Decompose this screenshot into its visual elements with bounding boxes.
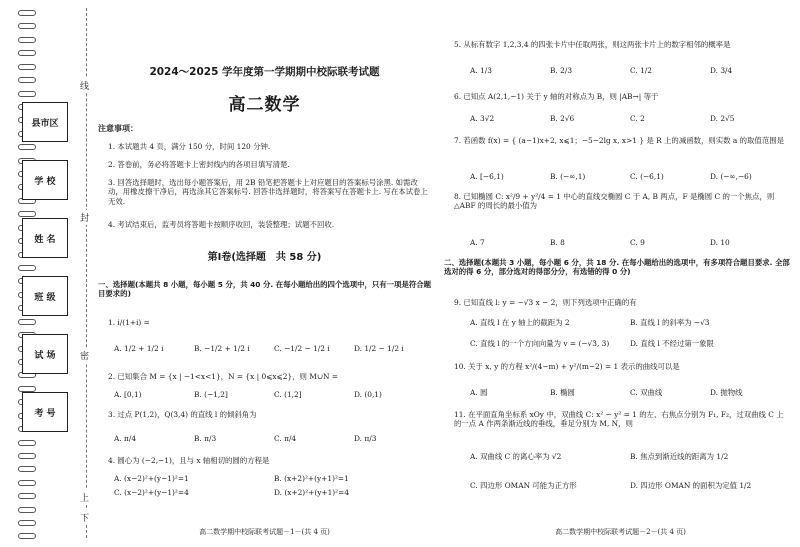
option-b[interactable]: B. −1/2 + 1/2 i (194, 344, 250, 353)
question-2: 2. 已知集合 M = {x | −1<x<1}，N = {x | 0⩽x⩽2}，则 M∪N = (108, 372, 339, 381)
page-footer-right: 高二数学期中校际联考试题－2－(共 4 页) (555, 528, 686, 536)
option-c[interactable]: C. 2 (630, 114, 645, 123)
cut-word: 密 (80, 348, 89, 363)
cut-word: 下 (80, 510, 89, 525)
option-d[interactable]: D. 1/2 − 1/2 i (354, 344, 404, 353)
option-a[interactable]: A. (x−2)²+(y−1)²=1 (114, 474, 189, 483)
info-box-exam-room[interactable]: 试 场 (22, 334, 68, 374)
option-a[interactable]: A. [0,1) (114, 390, 142, 399)
option-d[interactable]: D. 直线 l 不经过第一象限 (630, 339, 714, 349)
option-d[interactable]: D. (0,1) (354, 390, 382, 399)
info-box-county[interactable]: 县市区 (22, 102, 68, 142)
option-d[interactable]: D. (−∞,−6) (710, 172, 752, 181)
info-box-exam-number[interactable]: 考 号 (22, 392, 68, 432)
option-a[interactable]: A. 1/3 (470, 66, 492, 75)
question-9: 9. 已知直线 l: y = −√3 x − 2，则下列选项中正确的有 (454, 298, 637, 307)
question-5-options (470, 66, 790, 75)
question-1: 1. i/(1+i) = (108, 318, 150, 327)
question-11-options (470, 452, 790, 491)
option-d[interactable]: D. 10 (710, 238, 730, 247)
option-d[interactable]: D. 抛物线 (710, 388, 743, 397)
question-4-options (114, 474, 434, 498)
option-c[interactable]: C. 四边形 OMAN 可能为正方形 (470, 481, 577, 491)
section-one-heading: 一、选择题(本题共 8 小题，每小题 5 分，共 40 分. 在每小题给出的四个选项中，只有一项是符合题目要求的) (98, 280, 432, 299)
option-b[interactable]: B. 椭圆 (550, 388, 575, 397)
question-10: 10. 关于 x, y 的方程 x²/(4−m) + y²/(m−2) = 1 表示的曲线可以是 (454, 362, 680, 371)
option-b[interactable]: B. 直线 l 的斜率为 −√3 (630, 318, 710, 327)
question-9-options (470, 318, 790, 349)
info-box-class[interactable]: 班 级 (22, 276, 68, 316)
cut-word: 线 (80, 78, 89, 93)
option-a[interactable]: A. 直线 l 在 y 轴上的截距为 2 (470, 318, 570, 327)
question-6-options (470, 114, 790, 123)
option-a[interactable]: A. [−6,1) (470, 172, 504, 181)
option-d[interactable]: D. π/3 (354, 434, 377, 443)
question-3: 3. 过点 P(1,2)，Q(3,4) 的直线 l 的倾斜角为 (108, 410, 257, 419)
volume-title: 第Ⅰ卷(选择题 共 58 分) (207, 252, 322, 263)
info-box-name[interactable]: 姓 名 (22, 218, 68, 258)
option-d[interactable]: D. (x+2)²+(y+1)²=4 (274, 488, 350, 498)
option-b[interactable]: B. 2√6 (550, 114, 575, 123)
question-10-options (470, 388, 790, 397)
option-b[interactable]: B. 2/3 (550, 66, 573, 75)
question-7: 7. 若函数 f(x) = { (a−1)x+2, x⩽1；−5−2lg x, x>1 } 是 R 上的减函数，则实数 a 的取值范围是 (454, 136, 785, 145)
option-c[interactable]: C. (−6,1) (630, 172, 664, 181)
option-a[interactable]: A. 1/2 + 1/2 i (114, 344, 164, 353)
option-b[interactable]: B. 焦点到渐近线的距离为 1/2 (630, 452, 729, 461)
exam-title: 2024～2025 学年度第一学期期中校际联考试题 (149, 66, 380, 78)
right-column (444, 0, 793, 547)
info-box-school[interactable]: 学 校 (22, 160, 68, 200)
option-a[interactable]: A. 圆 (470, 388, 488, 397)
notice-heading: 注意事项： (98, 124, 138, 133)
option-c[interactable]: C. (x−2)²+(y−1)²=4 (114, 488, 189, 498)
question-4: 4. 圆心为 (−2,−1)，且与 x 轴相切的圆的方程是 (108, 456, 270, 465)
question-1-options (114, 344, 434, 353)
option-c[interactable]: C. 直线 l 的一个方向向量为 v = (−√3, 3) (470, 339, 610, 349)
option-b[interactable]: B. π/3 (194, 434, 217, 443)
binding-holes (18, 10, 38, 540)
question-3-options (114, 434, 434, 443)
option-c[interactable]: C. 双曲线 (630, 388, 663, 397)
option-a[interactable]: A. π/4 (114, 434, 137, 443)
option-c[interactable]: C. π/4 (274, 434, 297, 443)
option-c[interactable]: C. 9 (630, 238, 645, 247)
option-c[interactable]: C. (1,2] (274, 390, 302, 399)
option-d[interactable]: D. 3/4 (710, 66, 733, 75)
option-a[interactable]: A. 3√2 (470, 114, 495, 123)
question-2-options (114, 390, 434, 399)
question-7-options (470, 172, 790, 181)
question-8-options (470, 238, 790, 247)
left-column (92, 0, 437, 547)
section-two-heading: 二、选择题(本题共 3 小题，每小题 6 分，共 18 分. 在每小题给出的选项中，有多项符合题目要求. 全部选对的得 6 分，部分选对的得部分分，有选错的得 0 分) (444, 258, 790, 277)
option-d[interactable]: D. 四边形 OMAN 的面积为定值 1/2 (630, 481, 752, 491)
page-footer-left: 高二数学期中校际联考试题－1－(共 4 页) (199, 528, 330, 536)
question-6: 6. 已知点 A(2,1,−1) 关于 y 轴的对称点为 B，则 |AB→| 等于 (454, 92, 659, 101)
option-b[interactable]: B. (x+2)²+(y+1)²=1 (274, 474, 349, 483)
option-b[interactable]: B. 8 (550, 238, 565, 247)
option-a[interactable]: A. 7 (470, 238, 485, 247)
notice-item: 3. 回答选择题时，选出每小题答案后，用 2B 铅笔把答题卡上对应题目的答案标号涂黑. 如需改动，用橡皮擦干净后，再选涂其它答案标号. 回答非选择题时，将答案写在答题卡上. 写在本试卷上无效. (108, 178, 428, 206)
question-11: 11. 在平面直角坐标系 xOy 中，双曲线 C: x² − y² = 1 的左、右焦点分别为 F₁, F₂，过双曲线 C 上的一点 A 作两条渐近线的垂线，垂足分别为 M, N，则 (454, 410, 784, 429)
cut-word: 上 (80, 490, 89, 505)
question-5: 5. 从标有数字 1,2,3,4 的四张卡片中任取两张，则这两张卡片上的数字相邻的概率是 (454, 40, 731, 49)
notice-item: 1. 本试题共 4 页，满分 150 分，时间 120 分钟. (108, 142, 271, 151)
cut-word: 封 (80, 210, 89, 225)
notice-item: 4. 考试结束后，监考员将答题卡按顺序收回，装袋整理；试题不回收. (108, 220, 335, 229)
option-c[interactable]: C. −1/2 − 1/2 i (274, 344, 330, 353)
option-b[interactable]: B. (−1,2] (194, 390, 228, 399)
option-b[interactable]: B. (−∞,1) (550, 172, 586, 181)
question-8: 8. 已知椭圆 C: x²/9 + y²/4 = 1 中心的直线交椭圆 C 于 A, B 两点，F 是椭圆 C 的一个焦点，则 △ABF 的周长的最小值为 (454, 192, 775, 211)
option-c[interactable]: C. 1/2 (630, 66, 652, 75)
subject-title: 高二数学 (228, 95, 301, 115)
binding-strip (0, 0, 100, 547)
option-a[interactable]: A. 双曲线 C 的离心率为 √2 (470, 452, 562, 461)
notice-item: 2. 答卷前，务必将答题卡上密封线内的各项目填写清楚. (108, 160, 290, 169)
option-d[interactable]: D. 2√5 (710, 114, 735, 123)
